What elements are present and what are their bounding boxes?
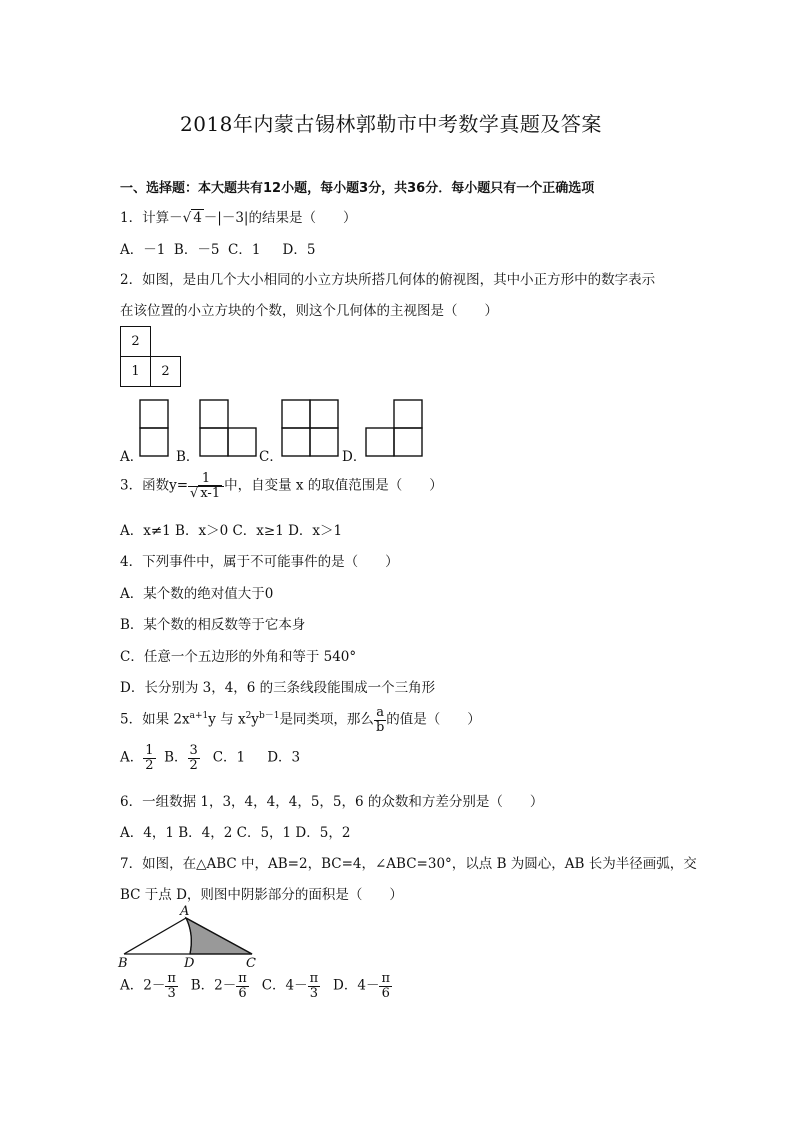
question-6: 6．一组数据 1，3，4，4，4，5，5，6 的众数和方差分别是（ ） xyxy=(120,794,544,810)
fraction: $\frac{a}{b}$ xyxy=(375,705,385,735)
page-title: 2018年内蒙古锡林郭勒市中考数学真题及答案 xyxy=(180,112,602,136)
option-b-figure xyxy=(200,400,228,428)
option-c-label: C． xyxy=(259,449,283,465)
question-2-line1: 2．如图，是由几个大小相同的小立方块所搭几何体的俯视图，其中小正方形中的数字表示 xyxy=(120,272,656,288)
option-a-figure xyxy=(140,400,168,428)
fraction: $\frac{1}{√ x-1}$ xyxy=(188,472,224,500)
option-b-label: B． xyxy=(176,449,200,465)
option-a-label: A． xyxy=(120,449,144,465)
option-d-label: D． xyxy=(342,449,367,465)
option-d-figure xyxy=(394,400,422,428)
question-4: 4．下列事件中，属于不可能事件的是（ ） xyxy=(120,554,399,570)
option-c-figure xyxy=(282,400,310,428)
option-figures xyxy=(118,396,448,462)
question-1-options: A．－1 B．－5 C．1 D．5 xyxy=(120,242,316,258)
grid-cell: 1 xyxy=(121,357,151,387)
point-label-b: B xyxy=(118,956,128,970)
point-label-d: D xyxy=(184,956,195,970)
radicand: 4 xyxy=(193,210,202,226)
question-7-options: A．2－ $\frac{\pi}{3}$ B．2－ $\frac{\pi}{6}$ C．4－ $\frac{\pi}{3}$ D．4－ $\frac{\pi}{6}$ xyxy=(120,971,391,1001)
question-5-options: A． $\frac{1}{2}$ B． $\frac{3}{2}$ C．1 D．3 xyxy=(120,743,301,773)
point-label-c: C xyxy=(246,956,256,970)
question-4-option-d: D．长分别为 3，4，6 的三条线段能围成一个三角形 xyxy=(120,680,436,696)
question-7-line1: 7．如图，在△ABC 中，AB=2，BC=4，∠ABC=30°，以点 B 为圆心，AB 长为半径画弧，交 xyxy=(120,856,697,872)
triangle-figure xyxy=(114,904,264,970)
point-label-a: A xyxy=(180,904,190,919)
question-2-line2: 在该位置的小立方块的个数，则这个几何体的主视图是（ ） xyxy=(120,303,498,319)
section-heading: 一、选择题：本大题共有12小题，每小题3分，共36分．每小题只有一个正确选项 xyxy=(120,181,595,196)
question-1: 1．计算－√ 4 －|－3|的结果是（ ） xyxy=(120,210,357,226)
question-3: 3．函数y= $\frac{1}{√ x-1}$ 中，自变量 x 的取值范围是（ ） xyxy=(120,471,443,501)
question-3-options: A．x≠1 B．x＞0 C．x≥1 D．x＞1 xyxy=(120,523,343,539)
question-7-line2: BC 于点 D，则图中阴影部分的面积是（ ） xyxy=(120,887,403,903)
grid-cell: 2 xyxy=(121,327,151,357)
question-4-option-b: B．某个数的相反数等于它本身 xyxy=(120,617,306,633)
question-5: 5．如果 $2x^{a+1}y$ 与 $x^2y^{b-1}$是同类项，那么 $\frac{a}{b}$ 的值是（ ） xyxy=(120,705,481,735)
question-6-options: A．4，1 B．4，2 C．5，1 D．5，2 xyxy=(120,825,351,841)
question-4-option-a: A．某个数的绝对值大于0 xyxy=(120,586,274,602)
grid-cell: 2 xyxy=(151,357,181,387)
question-4-option-c: C．任意一个五边形的外角和等于 540° xyxy=(120,649,357,665)
sqrt-symbol: √ xyxy=(182,210,192,226)
top-view-grid xyxy=(120,326,181,387)
